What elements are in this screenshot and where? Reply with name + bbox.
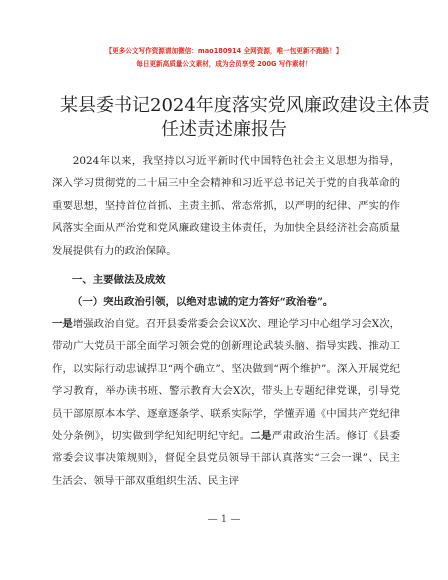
section-heading: 一、主要做法及成效 (72, 274, 166, 286)
intro-paragraph: 2024年以来，我坚持以习近平新时代中国特色社会主义思想为指导，深入学习贯彻党的二十届三中全会精神和习近平总书记关于党的自我革命的重要思想，坚持首位首抓、主责主抓、常态常抓，以严明的纪律、严实的作风落实全面从严治党和党风廉政建设主体责任，为加快全县经济社会高质量发展提供有力的政治保障。 (52, 155, 400, 257)
point-text-2: 严肃政治生活。修订《县委常委会议事决策规则》，督促全县党员领导干部认真落实“三会一课”、民主生活会、领导干部双重组织生活、民主评 (52, 430, 401, 487)
document-title-line-2: 任述责述廉报告 (161, 119, 287, 140)
page-number: — 1 — (207, 514, 241, 525)
point-lead-2: 二是 (250, 430, 272, 443)
point-text-1: 增强政治自觉。召开县委常委会会议X次、理论学习中心组学习会X次，带动广大党员干部全面学习领会党的创新理论武装头脑、指导实践、推动工作，以实际行动忠诚捍卫“两个确立”、坚决做到“两个维护”。深入开展党纪学习教育，举办读书班、警示教育大会X次，带头上专题纪律党课，引导党员干部原原本本学、逐章逐条学、联系实际学，学懂弄通《中国共产党纪律处分条例》，切实做到学纪知纪明纪守纪。 (52, 318, 400, 443)
promo-banner-line-2: 每日更新高质量公文素材，成为会员享受 200G 写作素材！ (136, 60, 312, 68)
point-lead-1: 一是 (52, 318, 73, 330)
document-title-line-1: 某县委书记2024年度落实党风廉政建设主体责 (60, 95, 430, 116)
section-subheading: （一）突出政治引领，以绝对忠诚的定力答好“政治卷”。 (72, 296, 334, 308)
body-paragraph (52, 313, 400, 492)
promo-banner-line-1: 【更多公文写作资源请加微信：mao180914 全网资源，唯一包更新不跑路！】 (105, 47, 343, 55)
